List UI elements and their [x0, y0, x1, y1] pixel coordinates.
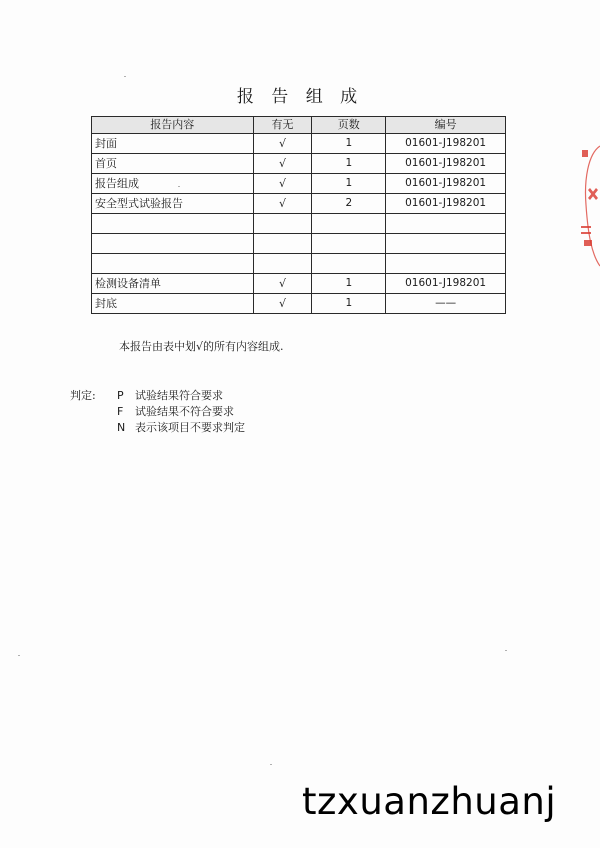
cell-content: 首页: [92, 154, 254, 174]
table-row: [92, 254, 506, 274]
cell-number: [386, 254, 506, 274]
table-row: [92, 134, 506, 154]
cell-pages: 1: [312, 154, 386, 174]
report-composition-table: [91, 116, 506, 314]
table-row: [92, 214, 506, 234]
cell-content: [92, 254, 254, 274]
cell-number: 01601-J198201: [386, 134, 506, 154]
judgement-text: 表示该项目不要求判定: [135, 421, 245, 434]
judgement-label: 判定:: [70, 389, 96, 402]
judgement-row-p: [70, 388, 245, 404]
table-row: [92, 274, 506, 294]
scan-speck: [124, 76, 126, 77]
scan-speck: [505, 650, 507, 651]
cell-has: [253, 234, 312, 254]
cell-has: √: [253, 194, 312, 214]
page-title: 报 告 组 成: [236, 87, 364, 107]
judgement-text: 试验结果不符合要求: [135, 405, 234, 418]
judgement-code: P: [117, 389, 124, 402]
header-content: 报告内容: [92, 117, 254, 134]
cell-has: √: [253, 154, 312, 174]
scan-speck: [178, 186, 180, 187]
cell-pages: 1: [312, 174, 386, 194]
cell-has: [253, 254, 312, 274]
scan-speck: [270, 764, 272, 765]
cell-number: 01601-J198201: [386, 154, 506, 174]
cell-content: 封底: [92, 294, 254, 314]
table-row: [92, 294, 506, 314]
cell-content: [92, 234, 254, 254]
header-number: 编号: [386, 117, 506, 134]
cell-has: [253, 214, 312, 234]
judgement-text: 试验结果符合要求: [135, 389, 223, 402]
watermark-text: tzxuanzhuanj: [302, 780, 557, 823]
cell-number: [386, 234, 506, 254]
cell-number: [386, 214, 506, 234]
cell-pages: 1: [312, 294, 386, 314]
red-seal-stamp-icon: [578, 140, 600, 270]
composition-note: 本报告由表中划√的所有内容组成.: [119, 340, 284, 353]
table-row: [92, 234, 506, 254]
cell-number: 01601-J198201: [386, 174, 506, 194]
cell-content: 报告组成: [92, 174, 254, 194]
judgement-legend: [70, 388, 245, 436]
table-row: [92, 194, 506, 214]
cell-content: 检测设备清单: [92, 274, 254, 294]
cell-number: 01601-J198201: [386, 194, 506, 214]
judgement-code: N: [117, 421, 126, 434]
cell-has: √: [253, 134, 312, 154]
cell-pages: [312, 214, 386, 234]
cell-pages: [312, 234, 386, 254]
judgement-code: F: [117, 405, 124, 418]
cell-number: ——: [386, 294, 506, 314]
header-pages: 页数: [312, 117, 386, 134]
cell-content: 封面: [92, 134, 254, 154]
judgement-row-f: [70, 404, 245, 420]
cell-number: 01601-J198201: [386, 274, 506, 294]
table-row: [92, 174, 506, 194]
cell-pages: 2: [312, 194, 386, 214]
cell-has: √: [253, 294, 312, 314]
table-header-row: [92, 117, 506, 134]
judgement-row-n: [70, 420, 245, 436]
cell-has: √: [253, 174, 312, 194]
header-has: 有无: [253, 117, 312, 134]
cell-pages: [312, 254, 386, 274]
cell-content: [92, 214, 254, 234]
cell-pages: 1: [312, 134, 386, 154]
cell-has: √: [253, 274, 312, 294]
scan-speck: [18, 655, 20, 656]
cell-content: 安全型式试验报告: [92, 194, 254, 214]
table-row: [92, 154, 506, 174]
cell-pages: 1: [312, 274, 386, 294]
